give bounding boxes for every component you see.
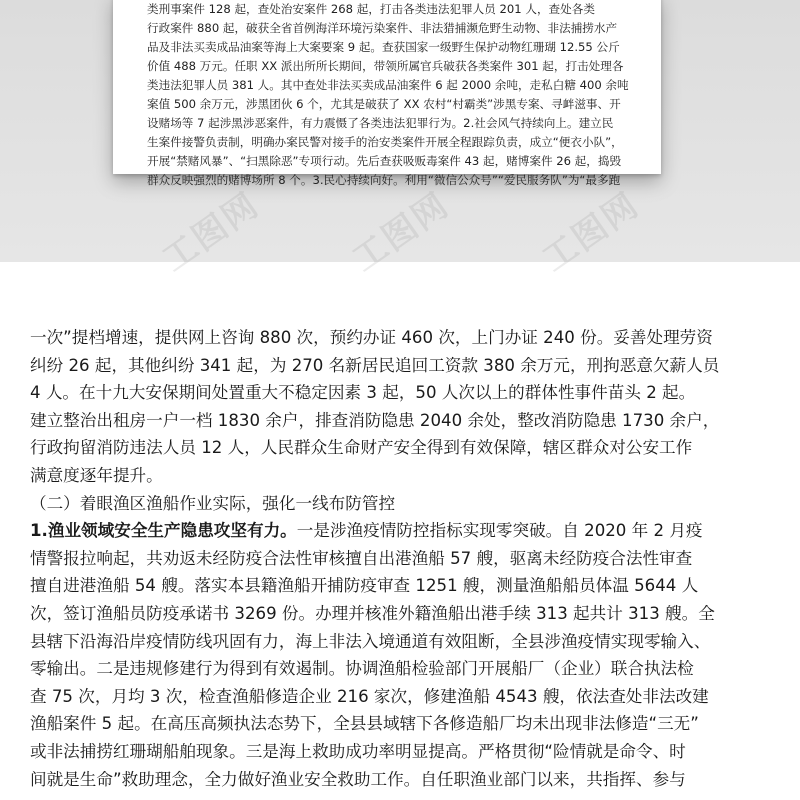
subsection-title: 1.渔业领域安全生产隐患攻坚有力。: [30, 521, 297, 541]
body-line: 满意度逐年提升。: [30, 465, 163, 485]
document-body: [30, 324, 775, 793]
section-heading: （二）着眼渔区渔船作业实际，强化一线布防管控: [30, 493, 396, 513]
preview-line: 行政案件 880 起，破获全省首例海洋环境污染案件、非法猎捕濒危野生动物、非法捕捞水产: [147, 21, 618, 35]
preview-line: 设赌场等 7 起涉黑涉恶案件，有力震慑了各类违法犯罪行为。2.社会风气持续向上。建立民: [147, 116, 614, 130]
preview-line: 生案件接警负责制，明确办案民警对接手的治安类案件开展全程跟踪负责，成立“便衣小队”，: [147, 135, 623, 149]
preview-line: 品及非法买卖成品油案等海上大案要案 9 起。查获国家一级野生保护动物红珊瑚 12.55 公斤: [147, 40, 620, 54]
preview-line: 开展“禁赌风暴”、“扫黑除恶”专项行动。先后查获吸贩毒案件 43 起，赌博案件 26 起，捣毁: [147, 154, 622, 168]
body-line: 或非法捕捞红珊瑚船舶现象。三是海上救助成功率明显提高。严格贯彻“险情就是命令、时: [30, 741, 686, 761]
body-line: 行政拘留消防违法人员 12 人，人民群众生命财产安全得到有效保障，辖区群众对公安工作: [30, 438, 693, 458]
body-line: 纠纷 26 起，其他纠纷 341 起，为 270 名新居民追回工资款 380 余万元，刑拘恶意欠薪人员: [30, 355, 720, 375]
body-line: 情警报拉响起，共劝返未经防疫合法性审核擅自出港渔船 57 艘，驱离未经防疫合法性审查: [30, 548, 693, 568]
body-line: 间就是生命”救助理念，全力做好渔业安全救助工作。自任职渔业部门以来，共指挥、参与: [30, 769, 686, 789]
preview-line: 群众反映强烈的赌博场所 8 个。3.民心持续向好。利用“微信公众号”“爱民服务队”为“最多跑: [147, 173, 621, 187]
preview-line: 案值 500 余万元，涉黑团伙 6 个，尤其是破获了 XX 农村“村霸类”涉黑专案、寻衅滋事、开: [147, 97, 621, 111]
body-line: 建立整治出租房一户一档 1830 余户，排查消防隐患 2040 余处，整改消防隐患 1730 余户，: [30, 410, 720, 430]
body-line-with-subheading: [30, 517, 775, 545]
preview-line: 类刑事案件 128 起，查处治安案件 268 起，打击各类违法犯罪人员 201 人，查处各类: [147, 2, 595, 16]
body-line: 零输出。二是违规修建行为得到有效遏制。协调渔船检验部门开展船厂（企业）联合执法检: [30, 659, 694, 679]
body-line: 一次”提档增速，提供网上咨询 880 次，预约办证 460 次，上门办证 240 份。妥善处理劳资: [30, 328, 713, 347]
body-line: 擅自进港渔船 54 艘。落实本县籍渔船开捕防疫审查 1251 艘，测量渔船船员体温 5644 人: [30, 576, 699, 596]
preview-line: 类违法犯罪人员 381 人。其中查处非法买卖成品油案件 6 起 2000 余吨，走私白糖 400 余吨: [147, 78, 629, 92]
body-line: 县辖下沿海沿岸疫情防线巩固有力，海上非法入境通道有效阻断，全县涉渔疫情实现零输入、: [30, 631, 711, 651]
body-line: 渔船案件 5 起。在高压高频执法态势下，全县县域辖下各修造船厂均未出现非法修造“三无”: [30, 714, 699, 734]
document-preview-sheet: [113, 0, 661, 187]
preview-line: 价值 488 万元。任职 XX 派出所所长期间，带领所属官兵破获各类案件 301 起，打击处理各: [147, 59, 624, 73]
body-line: 查 75 次，月均 3 次，检查渔船修造企业 216 家次，修建渔船 4543 艘，依法查处非法改建: [30, 686, 709, 706]
body-line: 4 人。在十九大安保期间处置重大不稳定因素 3 起，50 人次以上的群体性事件苗头 2 起。: [30, 383, 696, 403]
body-line: 次，签订渔船员防疫承诺书 3269 份。办理并核准外籍渔船出港手续 313 起共计 313 艘。全: [30, 603, 715, 623]
body-text: 一是涉渔疫情防控指标实现零突破。自 2020 年 2 月疫: [296, 521, 703, 541]
